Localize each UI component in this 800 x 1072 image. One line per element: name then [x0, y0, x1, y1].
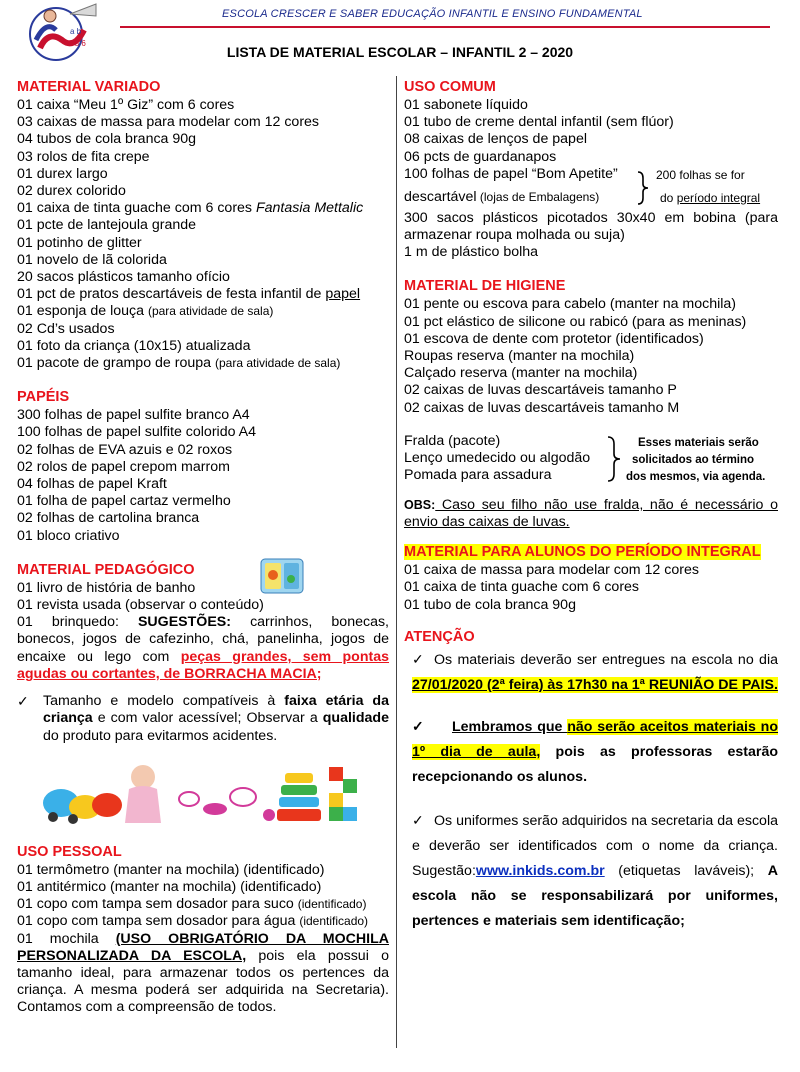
bath-book-image: [257, 553, 309, 599]
spacer: [404, 417, 778, 433]
item-note: (para atividade de sala): [147, 304, 274, 319]
list-item: Lenço umedecido ou algodão: [404, 449, 591, 466]
list-item: [17, 896, 389, 913]
list-item: 02 folhas de EVA azuis e 02 roxos: [17, 441, 233, 458]
list-item: 100 folhas de papel sulfite colorido A4: [17, 424, 256, 441]
section-heading-uso-pessoal: USO PESSOAL: [17, 843, 122, 860]
attention-text: Lembramos que: [452, 718, 568, 735]
list-item: [17, 286, 389, 303]
attention-text: (etiquetas laváveis);: [604, 862, 768, 879]
check-icon: ✓: [17, 693, 29, 710]
attention-item: [404, 808, 778, 934]
item-text: carrinhos, bonecas, bonecos, jogos de cafezinho, chá, panelinha, jogos de encaixe ou lego com: [17, 614, 389, 665]
list-item: 01 potinho de glitter: [17, 234, 142, 251]
list-item: 01 tubo de cola branca 90g: [404, 596, 576, 613]
pedagogico-section: [17, 561, 389, 829]
list-item: 03 rolos de fita crepe: [17, 148, 150, 165]
spacer: [404, 261, 778, 277]
note-text: [43, 693, 389, 745]
section-heading-material-de-higiene: MATERIAL DE HIGIENE: [404, 278, 566, 295]
list-item: 02 durex colorido: [17, 183, 126, 200]
section-heading-text: MATERIAL PARA ALUNOS DO PERÍODO INTEGRAL: [404, 544, 761, 561]
list-item: 02 caixas de luvas descartáveis tamanho P: [404, 382, 677, 399]
diaper-items: [404, 433, 778, 487]
item-text: pois ela possui o tamanho ideal, para armazenar todos os pertences da criança. A mesma poderá ser adquirida na Secretaria). Contamos com a compreensão de todos.: [17, 947, 389, 1016]
left-column: [17, 78, 389, 1017]
attention-text: pois as professoras estarão recepcionando os alunos.: [412, 743, 778, 785]
check-icon: ✓: [412, 717, 424, 734]
section-heading-material-pedagogico: MATERIAL PEDAGÓGICO: [17, 561, 195, 578]
item-text: descartável: [404, 188, 477, 205]
request-note: dos mesmos, via agenda.: [626, 470, 766, 483]
check-note: [17, 693, 389, 745]
spacer: [17, 545, 389, 561]
list-item: 01 escova de dente com protetor (identificados): [404, 330, 704, 347]
list-item: 01 durex largo: [17, 165, 108, 182]
school-name: ESCOLA CRESCER E SABER EDUCAÇÃO INFANTIL E ENSINO FUNDAMENTAL: [222, 8, 643, 20]
item-text: 01 brinquedo:: [17, 614, 138, 631]
list-item: 02 Cd’s usados: [17, 320, 115, 337]
note-bold: faixa etária da criança: [43, 693, 389, 727]
list-item: 20 sacos plásticos tamanho ofício: [17, 269, 230, 286]
brace-icon: [606, 435, 622, 483]
list-item: 01 caixa de tinta guache com 6 cores: [404, 579, 640, 596]
list-item: Calçado reserva (manter na mochila): [404, 365, 638, 382]
list-item: 01 pcte de lantejoula grande: [17, 217, 197, 234]
list-item: 03 caixas de massa para modelar com 12 cores: [17, 114, 320, 131]
list-item: 01 termômetro (manter na mochila) (identificado): [17, 861, 325, 878]
header-divider: [120, 26, 770, 28]
page-header: [0, 0, 800, 80]
attention-item: [404, 647, 778, 698]
list-item: 01 novelo de lã colorida: [17, 251, 167, 268]
attention-highlight: não serão aceitos materiais no 1º dia de aula,: [412, 718, 779, 760]
list-item: 01 tubo de creme dental infantil (sem flúor): [404, 114, 674, 131]
note-part: e com valor acessível; Observar a: [92, 710, 323, 727]
spacer: [17, 829, 389, 843]
item-note: (identificado): [299, 914, 369, 929]
list-item: 08 caixas de lenços de papel: [404, 131, 587, 148]
inkids-link[interactable]: www.inkids.com.br: [475, 862, 605, 879]
list-item: [17, 913, 389, 930]
obs-label: OBS:: [404, 497, 436, 512]
list-item: [17, 355, 389, 372]
list-item: 300 folhas de papel sulfite branco A4: [17, 407, 250, 424]
item-note: (para atividade de sala): [214, 356, 341, 371]
svg-text:a b: a b: [70, 27, 82, 36]
page-title: LISTA DE MATERIAL ESCOLAR – INFANTIL 2 – 2020: [226, 44, 574, 60]
item-text: 01 caixa de tinta guache com 6 cores: [17, 200, 256, 217]
list-item: 02 rolos de papel crepom marrom: [17, 458, 230, 475]
list-item: 1 m de plástico bolha: [404, 244, 539, 261]
item-text: 01 copo com tampa sem dosador para água: [17, 913, 300, 930]
list-item: 01 foto da criança (10x15) atualizada: [17, 337, 251, 354]
check-icon: ✓: [412, 811, 424, 828]
item-text: 01 copo com tampa sem dosador para suco: [17, 896, 298, 913]
spacer: [404, 790, 778, 808]
item-text: 100 folhas de papel “Bom Apetite”: [404, 165, 618, 182]
list-item: Roupas reserva (manter na mochila): [404, 348, 635, 365]
list-item: [404, 189, 599, 206]
spacer: [404, 698, 778, 714]
spacer: [17, 683, 389, 693]
list-item: 01 pente ou escova para cabelo (manter na mochila): [404, 296, 737, 313]
list-item: 01 bloco criativo: [17, 527, 120, 544]
suggestions-label: SUGESTÕES:: [137, 614, 231, 631]
attention-item: [404, 714, 778, 790]
obs-note: [404, 497, 778, 531]
obs-text: Caso seu filho não use fralda, não é necessário o envio das caixas de luvas.: [404, 496, 778, 531]
spacer: [404, 614, 778, 628]
school-logo: [26, 0, 110, 74]
toys-image: [39, 759, 359, 829]
section-heading-papeis: PAPÉIS: [17, 389, 70, 406]
list-item: 01 livro de história de banho: [17, 579, 196, 596]
list-item: Fralda (pacote): [404, 432, 501, 449]
list-item: 01 caixa de massa para modelar com 12 cores: [404, 562, 699, 579]
svg-text:4 5 6: 4 5 6: [68, 39, 86, 48]
request-note: Esses materiais serão: [638, 436, 759, 449]
list-item: [17, 303, 389, 320]
list-item: Pomada para assadura: [404, 466, 552, 483]
list-item: 02 caixas de luvas descartáveis tamanho M: [404, 399, 680, 416]
right-column: [404, 78, 778, 934]
list-item: 06 pcts de guardanapos: [404, 148, 557, 165]
request-note: solicitados ao término: [632, 453, 755, 466]
spacer: [404, 487, 778, 497]
list-item: 01 antitérmico (manter na mochila) (identificado): [17, 878, 322, 895]
safety-warning: peças grandes, sem pontas agudas ou cortantes, de BORRACHA MACIA;: [17, 648, 390, 682]
section-heading-uso-comum: USO COMUM: [404, 79, 496, 95]
item-note: (lojas de Embalagens): [476, 189, 600, 204]
item-text: 01 mochila: [17, 930, 116, 947]
attention-bold: A escola não se responsabilizará por uniformes, pertences e materiais sem identificação;: [412, 862, 778, 929]
list-item: 02 folhas de cartolina branca: [17, 510, 200, 527]
meeting-date: 27/01/2020 (2ª feira) às 17h30 na 1ª REUNIÃO DE PAIS.: [412, 676, 778, 693]
check-icon: ✓: [412, 650, 424, 667]
napkin-paper-item: [404, 166, 778, 210]
list-item: 300 sacos plásticos picotados 30x40 em bobina (para armazenar roupa molhada ou suja): [404, 209, 778, 244]
list-item: 04 folhas de papel Kraft: [17, 476, 167, 493]
attention-text: Os uniformes serão adquiridos na secretaria da escola e deverão ser identificados com o nome da criança. Sugestão:: [412, 812, 778, 879]
list-item: 01 revista usada (observar o conteúdo): [17, 597, 264, 614]
note-part: do produto para evitarmos acidentes.: [43, 727, 278, 744]
item-text: 01 pacote de grampo de roupa: [17, 355, 215, 372]
spacer: [404, 531, 778, 543]
list-item: 01 pct elástico de silicone ou rabicó (para as meninas): [404, 313, 747, 330]
list-item: 01 sabonete líquido: [404, 97, 528, 113]
brand-name: Fantasia Mettalic: [255, 200, 364, 217]
item-text: 01 esponja de louça: [17, 303, 148, 320]
item-note: (identificado): [297, 897, 367, 912]
list-item: 01 caixa “Meu 1º Giz” com 6 cores: [17, 97, 235, 113]
spacer: [17, 372, 389, 388]
brace-note-emphasis: período integral: [676, 190, 761, 205]
brace-icon: [636, 170, 650, 206]
section-heading-atencao: ATENÇÃO: [404, 628, 475, 645]
item-emphasis: papel: [325, 286, 361, 303]
section-heading-material-variado: MATERIAL VARIADO: [17, 79, 161, 95]
item-text: 01 pct de pratos descartáveis de festa infantil de: [17, 286, 326, 303]
note-bold: qualidade: [322, 710, 389, 727]
brace-note: [660, 190, 760, 207]
column-divider: [396, 76, 397, 1048]
list-item: [17, 614, 389, 683]
mandatory-backpack-note: (USO OBRIGATÓRIO DA MOCHILA PERSONALIZADA DA ESCOLA,: [17, 930, 389, 964]
brace-note: 200 folhas se for: [656, 167, 745, 182]
list-item: 01 folha de papel cartaz vermelho: [17, 493, 231, 510]
list-item: [17, 200, 389, 217]
attention-text: Os materiais deverão ser entregues na escola no dia: [434, 651, 778, 668]
section-heading-periodo-integral: [404, 543, 778, 562]
brace-note-part: do: [660, 190, 677, 205]
list-item: [17, 931, 389, 1017]
note-part: Tamanho e modelo compatíveis à: [43, 693, 285, 710]
list-item: 04 tubos de cola branca 90g: [17, 131, 197, 148]
